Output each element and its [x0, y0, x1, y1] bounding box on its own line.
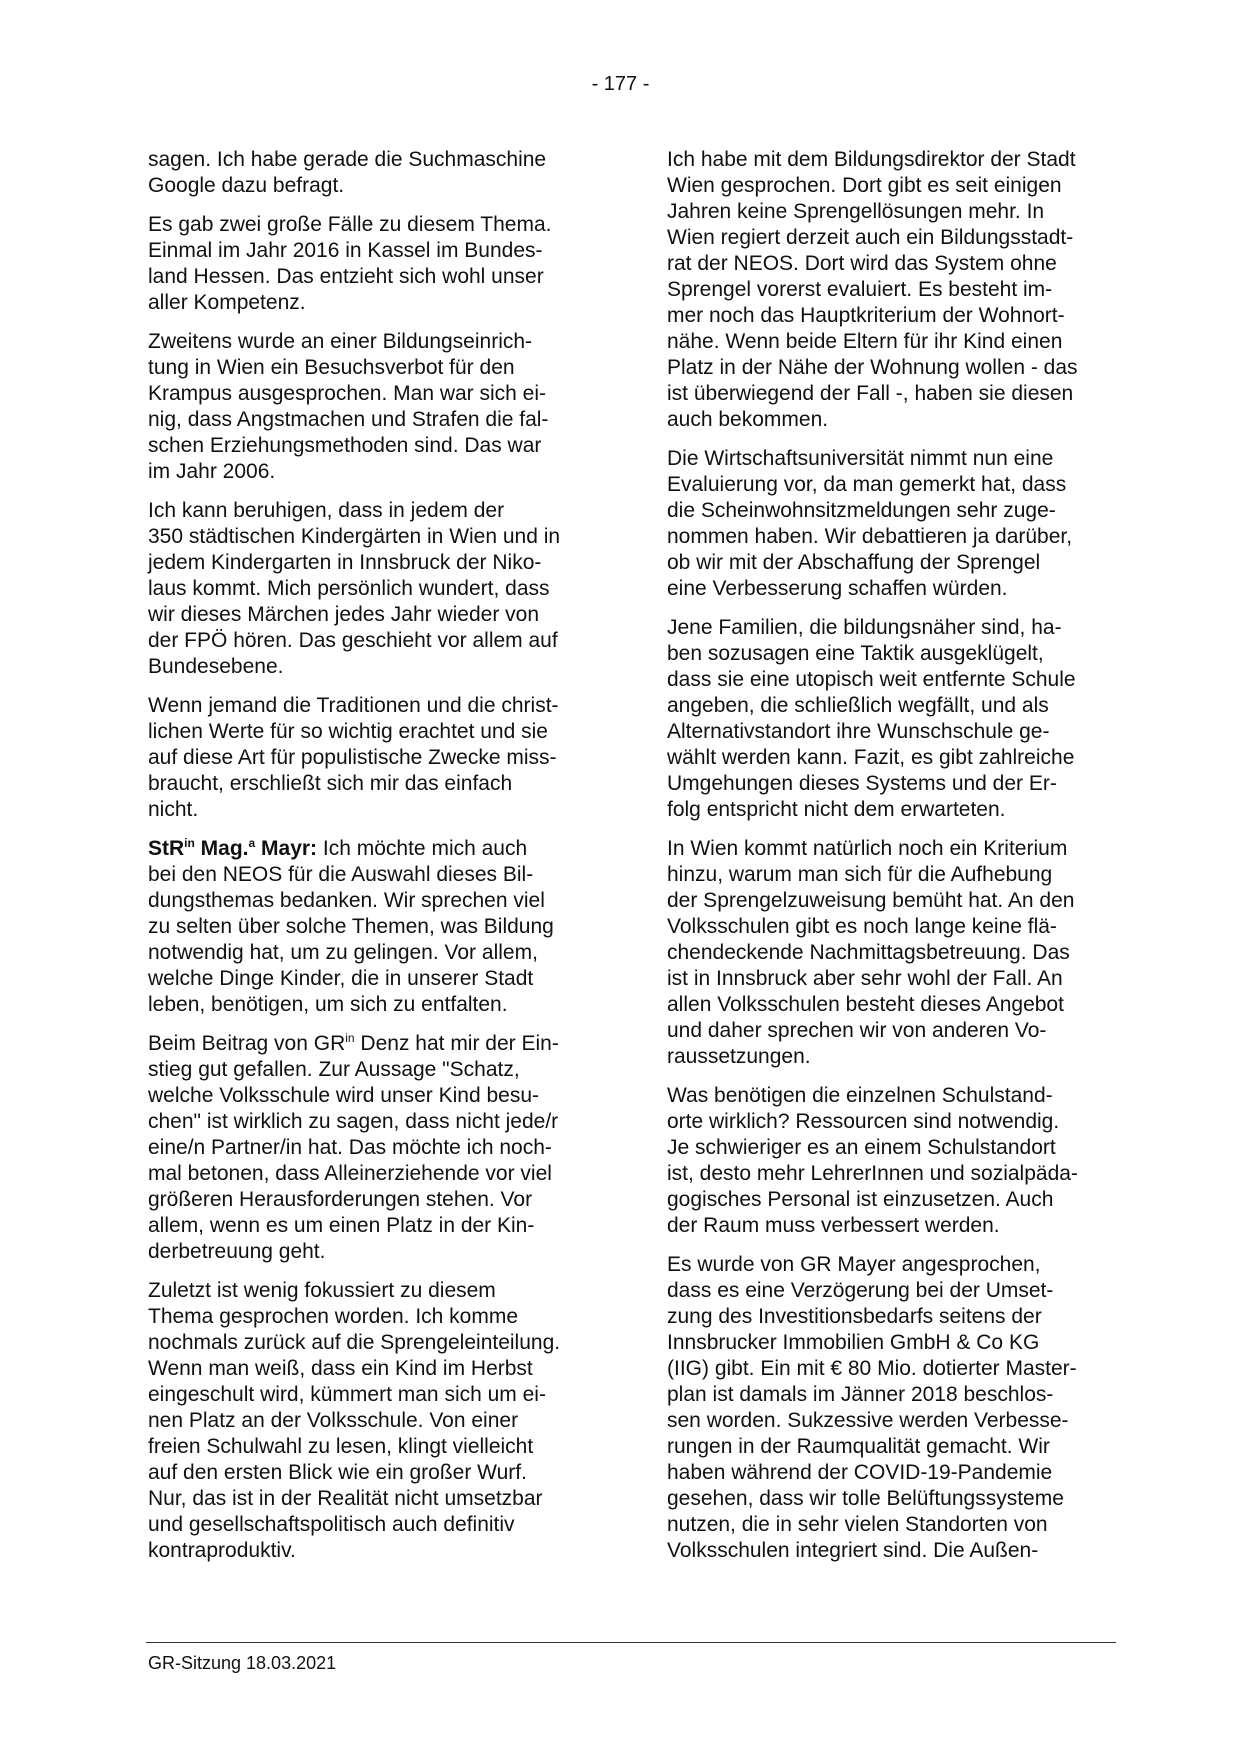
paragraph: Zweitens wurde an einer Bildungseinrich- tung in Wien ein Besuchsverbot für den Krampus ausgesprochen. Man war sich ei- nig, dass Angstmachen und Strafen die fal- schen Erziehungsmethoden sind. Das war im Jahr 2006. — [148, 330, 549, 483]
paragraph: Es wurde von GR Mayer angesprochen, dass es eine Verzögerung bei der Umset- zung des Investitionsbedarfs seitens der Innsbrucker Immobilien GmbH & Co KG (IIG) gibt. Ein mit € 80 Mio. dotierter Master- plan ist damals im Jänner 2018 beschlos- sen worden. Sukzessive werden Verbesse- rungen in der Raumqualität gemacht. Wir haben während der COVID-19-Pandemie gesehen, dass wir tolle Belüftungssysteme nutzen, die in sehr vielen Standorten von Volksschulen integriert sind. Die Außen- — [667, 1253, 1077, 1562]
paragraph: sagen. Ich habe gerade die Suchmaschine Google dazu befragt. — [148, 148, 547, 197]
paragraph — [148, 1031, 600, 1265]
page-number: - 177 - — [591, 73, 650, 95]
speaker-title: StR — [148, 837, 185, 860]
speaker-title-suffix: in — [184, 836, 195, 850]
title-suffix: in — [345, 1031, 355, 1045]
footer-divider — [146, 1642, 1116, 1643]
paragraph: Es gab zwei große Fälle zu diesem Thema. Einmal im Jahr 2016 in Kassel im Bundes- land Hessen. Das entzieht sich wohl unser aller Kompetenz. — [148, 213, 552, 314]
speaker-text: Ich möchte mich auch bei den NEOS für die Auswahl dieses Bil- dungsthemas bedanken. Wir sprechen viel zu selten über solche Themen, was Bildung notwendig hat, um zu gelingen. Vor allem, welche Dinge Kinder, die in unserer Stadt leben, benötigen, um sich zu entfalten. — [148, 837, 554, 1016]
paragraph: Jene Familien, die bildungsnäher sind, ha- ben sozusagen eine Taktik ausgeklügelt, dass sie eine utopisch weit entfernte Schule angeben, die schließlich wegfällt, und als Alternativstandort ihre Wunschschule ge- wählt werden kann. Fazit, es gibt zahlreiche Umgehungen dieses Systems und der Er- folg entspricht nicht dem erwarteten. — [667, 616, 1076, 821]
speaker-name — [148, 837, 317, 860]
paragraph: Ich habe mit dem Bildungsdirektor der Stadt Wien gesprochen. Dort gibt es seit einigen Jahren keine Sprengellösungen mehr. In Wien regiert derzeit auch ein Bildungsstadt- rat der NEOS. Dort wird das System ohne Sprengel vorerst evaluiert. Es besteht im- mer noch das Hauptkriterium der Wohnort- nähe. Wenn beide Eltern für ihr Kind einen Platz in der Nähe der Wohnung wollen - das ist überwiegend der Fall -, haben sie diesen auch bekommen. — [667, 148, 1078, 431]
speaker-degree-suffix: a — [248, 836, 256, 850]
speaker-degree: Mag. — [194, 837, 249, 860]
paragraph: Die Wirtschaftsuniversität nimmt nun eine Evaluierung vor, da man gemerkt hat, dass die Scheinwohnsitzmeldungen sehr zuge- nommen haben. Wir debattieren ja darüber, ob wir mit der Abschaffung der Sprengel eine Verbesserung schaffen würden. — [667, 447, 1073, 600]
paragraph-text-start: Beim Beitrag von GR — [148, 1032, 346, 1055]
paragraph: Was benötigen die einzelnen Schulstand- orte wirklich? Ressourcen sind notwendig. Je schwieriger es an einem Schulstandort ist, desto mehr LehrerInnen und sozialpäda- gogisches Personal ist einzusetzen. Auch der Raum muss verbessert werden. — [667, 1084, 1078, 1237]
speaker-paragraph — [148, 836, 600, 1018]
paragraph: Zuletzt ist wenig fokussiert zu diesem Thema gesprochen worden. Ich komme nochmals zurück auf die Sprengeleinteilung. Wenn man weiß, dass ein Kind im Herbst eingeschult wird, kümmert man sich um ei- nen Platz an der Volksschule. Von einer freien Schulwahl zu lesen, klingt vielleicht auf den ersten Blick wie ein großer Wurf. Nur, das ist in der Realität nicht umsetzbar und gesellschaftspolitisch auch definitiv kontraproduktiv. — [148, 1279, 561, 1562]
left-column — [148, 147, 600, 1577]
paragraph: Ich kann beruhigen, dass in jedem der 350 städtischen Kindergärten in Wien und in jedem Kindergarten in Innsbruck der Niko- laus kommt. Mich persönlich wundert, dass wir dieses Märchen jedes Jahr wieder von der FPÖ hören. Das geschieht vor allem auf Bundesebene. — [148, 499, 561, 678]
paragraph-text-rest: Denz hat mir der Ein- stieg gut gefallen. Zur Aussage "Schatz, welche Volksschule wird unser Kind besu- chen" ist wirklich zu sagen, dass nicht jede/r eine/n Partner/in hat. Das möchte ich noch- mal betonen, dass Alleinerziehende vor viel größeren Herausforderungen stehen. Vor allem, wenn es um einen Platz in der Kin- derbetreuung geht. — [148, 1032, 559, 1263]
paragraph: In Wien kommt natürlich noch ein Kriterium hinzu, warum man sich für die Aufhebung der Sprengelzuweisung bemüht hat. An den Volksschulen gibt es noch lange keine flä- chendeckende Nachmittagsbetreuung. Das ist in Innsbruck aber sehr wohl der Fall. An allen Volksschulen besteht dieses Angebot und daher sprechen wir von anderen Vo- raussetzungen. — [667, 837, 1075, 1068]
paragraph: Wenn jemand die Traditionen und die christ- lichen Werte für so wichtig erachtet und sie auf diese Art für populistische Zwecke miss- braucht, erschließt sich mir das einfach nicht. — [148, 694, 559, 821]
right-column — [667, 147, 1119, 1577]
speaker-surname: Mayr: — [255, 837, 318, 860]
footer-session-date: GR-Sitzung 18.03.2021 — [148, 1653, 337, 1673]
